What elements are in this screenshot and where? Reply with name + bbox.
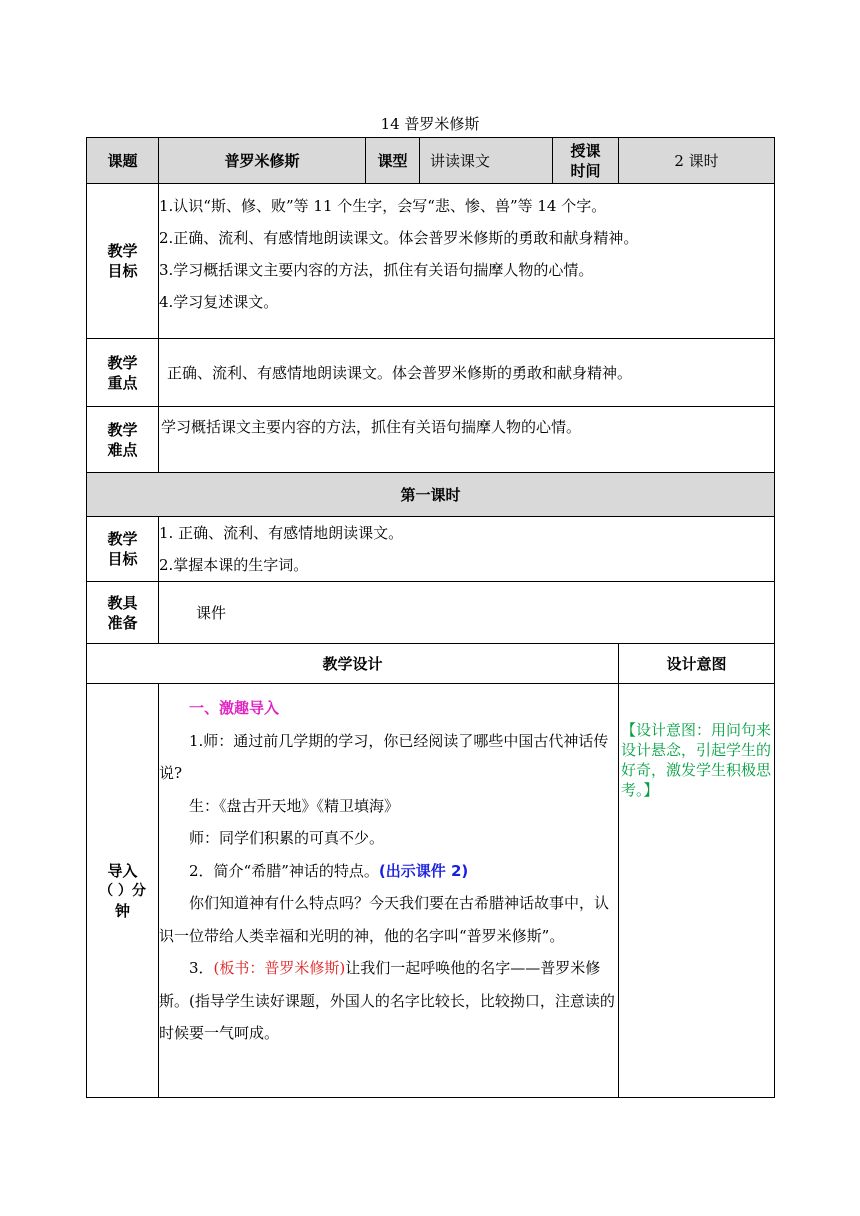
time-value: 2 课时: [619, 138, 775, 184]
intro-label-line1: 导入: [107, 861, 138, 880]
goals-row: [87, 184, 775, 339]
time-label-line1: 授课: [570, 141, 601, 160]
topic-value: 普罗米修斯: [159, 138, 366, 184]
intro-label-line2: （ ）分: [99, 882, 146, 899]
key-points-text: 正确、流利、有感情地朗读课文。体会普罗米修斯的勇敢和献身精神。: [159, 339, 775, 407]
topic-label: 课题: [87, 138, 159, 184]
tools-label-line1: 教具: [107, 593, 138, 612]
goal-item-2: 2.正确、流利、有感情地朗读课文。体会普罗米修斯的勇敢和献身精神。: [159, 229, 639, 247]
key-points-label-line1: 教学: [107, 353, 138, 372]
type-label: 课型: [366, 138, 420, 184]
difficulties-row: [87, 407, 775, 473]
intro-row: [87, 684, 775, 1098]
paragraph-6-num: 3．: [189, 959, 214, 977]
paragraph-2: 生：《盘古开天地》《精卫填海》: [189, 796, 400, 815]
goals-list: [159, 184, 775, 339]
design-header-row: [87, 644, 775, 684]
paragraph-5: 你们知道神有什么特点吗？今天我们要在古希腊神话故事中，认识一位带给人类幸福和光明的神，他的名字叫“普罗米修斯”。: [159, 894, 610, 945]
lesson1-goal-1: 1. 正确、流利、有感情地朗读课文。: [159, 524, 404, 542]
tools-label-line2: 准备: [107, 613, 138, 632]
lesson-plan-table: [86, 137, 775, 1098]
difficulties-label-line1: 教学: [107, 420, 138, 439]
tools-row: [87, 582, 775, 644]
paragraph-1: 1.师：通过前几学期的学习，你已经阅读了哪些中国古代神话传说?: [159, 731, 609, 782]
lesson1-goals-label-line2: 目标: [107, 550, 138, 568]
intro-label-line3: 钟: [114, 901, 130, 920]
difficulties-label: [87, 407, 159, 473]
paragraph-4: [159, 855, 618, 888]
key-points-label-line2: 重点: [107, 373, 138, 392]
lesson1-title-row: [87, 473, 775, 517]
lesson1-goal-2: 2.掌握本课的生字词。: [159, 556, 309, 574]
board-note: (板书：普罗米修斯): [213, 959, 346, 977]
design-intent: 【设计意图：用问句来设计悬念，引起学生的好奇，激发学生积极思考。】: [619, 684, 775, 1098]
goals-label-line2: 目标: [107, 262, 138, 280]
intro-label: [87, 684, 159, 1098]
lesson1-goals-label: [87, 517, 159, 582]
tools-label: [87, 582, 159, 644]
lesson1-goals-row: [87, 517, 775, 582]
lesson1-title: 第一课时: [87, 473, 775, 517]
lesson1-goals-list: [159, 517, 775, 582]
document-title: 14 普罗米修斯: [380, 115, 480, 133]
paragraph-6: [159, 952, 618, 1050]
design-content: [159, 684, 619, 1098]
paragraph-6-text: 让我们一起呼唤他的名字——普罗米修斯。(指导学生读好课题，外国人的名字比较长，比较拗口，注意读的时候要一气呵成。: [159, 959, 615, 1042]
intent-header: 设计意图: [619, 644, 775, 684]
goals-label: [87, 184, 159, 339]
type-value: 讲读课文: [420, 138, 553, 184]
paragraph-4-text: 2．简介“希腊”神话的特点。: [189, 861, 379, 880]
courseware-note: (出示课件 2): [378, 861, 469, 880]
lesson1-goals-label-line1: 教学: [107, 530, 138, 548]
goal-item-3: 3.学习概括课文主要内容的方法，抓住有关语句揣摩人物的心情。: [159, 261, 594, 279]
time-label: [553, 138, 619, 184]
paragraph-3: 师：同学们积累的可真不少。: [189, 829, 385, 847]
goal-item-4: 4.学习复述课文。: [159, 293, 279, 311]
section-title: 一、激趣导入: [189, 699, 280, 717]
difficulties-text: 学习概括课文主要内容的方法，抓住有关语句揣摩人物的心情。: [159, 407, 775, 473]
time-label-line2: 时间: [570, 161, 601, 180]
key-points-row: [87, 339, 775, 407]
key-points-label: [87, 339, 159, 407]
goal-item-1: 1.认识“斯、修、败”等 11 个生字，会写“悲、惨、兽”等 14 个字。: [159, 197, 607, 215]
tools-value: 课件: [159, 582, 775, 644]
header-row: [87, 138, 775, 184]
design-header: 教学设计: [87, 644, 619, 684]
goals-label-line1: 教学: [107, 242, 138, 260]
difficulties-label-line2: 难点: [107, 440, 138, 459]
